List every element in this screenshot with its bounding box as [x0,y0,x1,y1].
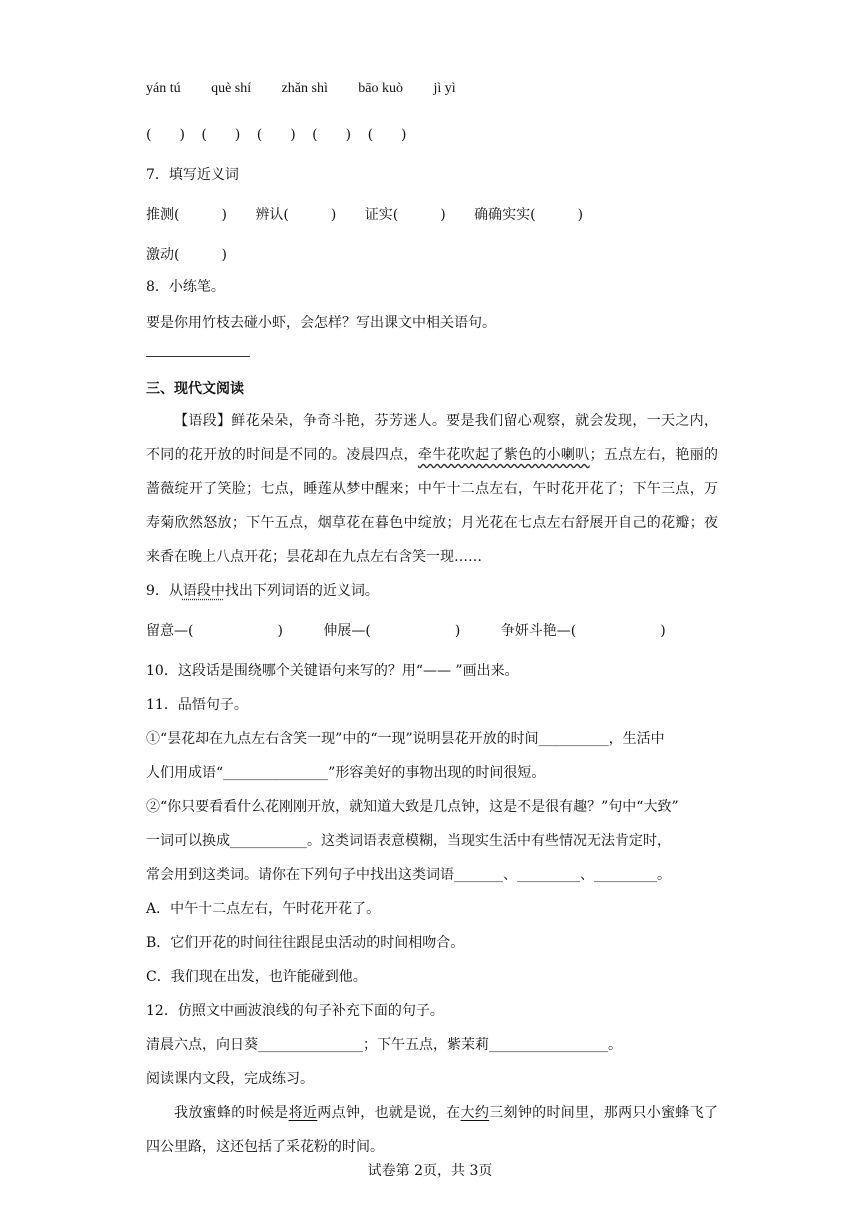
q9-items [146,620,690,640]
q7-item-4[interactable]: 确确实实( ) [474,207,584,223]
q11-option-a[interactable]: A．中午十二点左右，午时花开花了。 [146,901,381,917]
reading2-text-1: 我放蜜蜂的时候是 [174,1105,289,1121]
q11-s1a: ①“昙花却在九点左右含笑一现”中的“一现”说明昙花开放的时间__________，生活中 [146,731,665,747]
q12-line[interactable]: 清晨六点，向日葵_______________；下午五点，紫茉莉_________________。 [146,1037,622,1053]
q9-item-3[interactable]: 争妍斗艳—( ) [500,623,666,639]
pinyin-4: bāo kuò [358,81,404,96]
pinyin-blank-row [146,124,419,144]
pinyin-5: jì yì [433,81,456,96]
q7-item-3[interactable]: 证实( ) [364,207,446,223]
q9-title-post: 找出下列词语的近义词。 [224,583,379,599]
q7-title: 7．填写近义词 [146,167,239,183]
reading2-underlined-2: 大约 [460,1105,490,1121]
reading2-passage [146,1096,718,1164]
reading2-underlined-1: 将近 [288,1105,318,1121]
section-3-title: 三、现代文阅读 [146,381,244,397]
q8-title: 8．小练笔。 [146,279,225,295]
q10-title: 10．这段话是围绕哪个关键语句来写的？用“—— ”画出来。 [146,663,519,679]
pinyin-1: yán tú [146,81,181,96]
pinyin-blank-2[interactable]: ( ) [201,127,241,143]
reading2-title: 阅读课内文段，完成练习。 [146,1071,314,1087]
passage-wavy-sentence: 牵牛花吹起了紫色的小喇叭 [417,447,590,463]
q11-s2c: 常会用到这类词。请你在下列句子中找出这类词语_______、_________、_________。 [146,867,671,883]
pinyin-blank-1[interactable]: ( ) [146,127,185,143]
q11-option-b[interactable]: B．它们开花的时间往往跟昆虫活动的时间相吻合。 [146,935,465,951]
q11-s2b: 一词可以换成___________。这类词语表意模糊，当现实生活中有些情况无法肯定时， [146,833,671,849]
q7-items [146,204,607,224]
q7-item-5[interactable]: 激动( ) [146,247,227,263]
q11-s2a: ②“你只要看看什么花刚刚开放，就知道大致是几点钟，这是不是很有趣？”句中“大致” [146,799,679,815]
pinyin-3: zhǎn shì [281,81,328,96]
q11-title: 11．品悟句子。 [146,697,248,713]
q11-option-c[interactable]: C．我们现在出发，也许能碰到他。 [146,969,367,985]
q9-title [146,580,379,600]
q9-title-pre: 9．从 [146,583,183,599]
q7-item-2[interactable]: 辨认( ) [255,207,337,223]
passage-text-1: 【语段】鲜花朵朵，争奇斗艳，芬芳迷人。要是我们留心观察，就会发现，一天之内，不同的花开放的时间是不同的。凌晨四点， [146,413,718,463]
q9-item-1[interactable]: 留意—( ) [146,623,283,639]
q9-item-2[interactable]: 伸展—( ) [323,623,461,639]
q11-s1b: 人们用成语“_______________”形容美好的事物出现的时间很短。 [146,765,546,781]
q7-item-1[interactable]: 推测( ) [146,207,227,223]
pinyin-row [146,80,482,97]
q8-prompt: 要是你用竹枝去碰小虾，会怎样？写出课文中相关语句。 [146,315,496,331]
q8-answer-line[interactable] [146,356,250,357]
passage [146,404,718,574]
passage-text-2: ；五点左右，艳丽的蔷薇绽开了笑脸；七点，睡莲从梦中醒来；中午十二点左右，午时花开花了；下午三点，万寿菊欣然怒放；下午五点，烟草花在暮色中绽放；月光花在七点左右舒展开自己的花瓣；夜来香在晚上八点开花；昙花却在九点左右含笑一现…… [146,447,719,565]
pinyin-blank-5[interactable]: ( ) [367,127,407,143]
reading2-text-3: 三刻钟的时间里，那两只小蜜蜂飞了四公里路，这还包括了采花粉的时间。 [146,1105,719,1155]
q12-title: 12．仿照文中画波浪线的句子补充下面的句子。 [146,1003,444,1019]
q9-title-emph: 语段中 [182,583,225,599]
page-footer: 试卷第 2页，共 3页 [367,1163,493,1179]
pinyin-blank-4[interactable]: ( ) [312,127,352,143]
pinyin-blank-3[interactable]: ( ) [256,127,296,143]
reading2-text-2: 两点钟，也就是说，在 [317,1105,461,1121]
pinyin-2: què shí [211,81,252,96]
